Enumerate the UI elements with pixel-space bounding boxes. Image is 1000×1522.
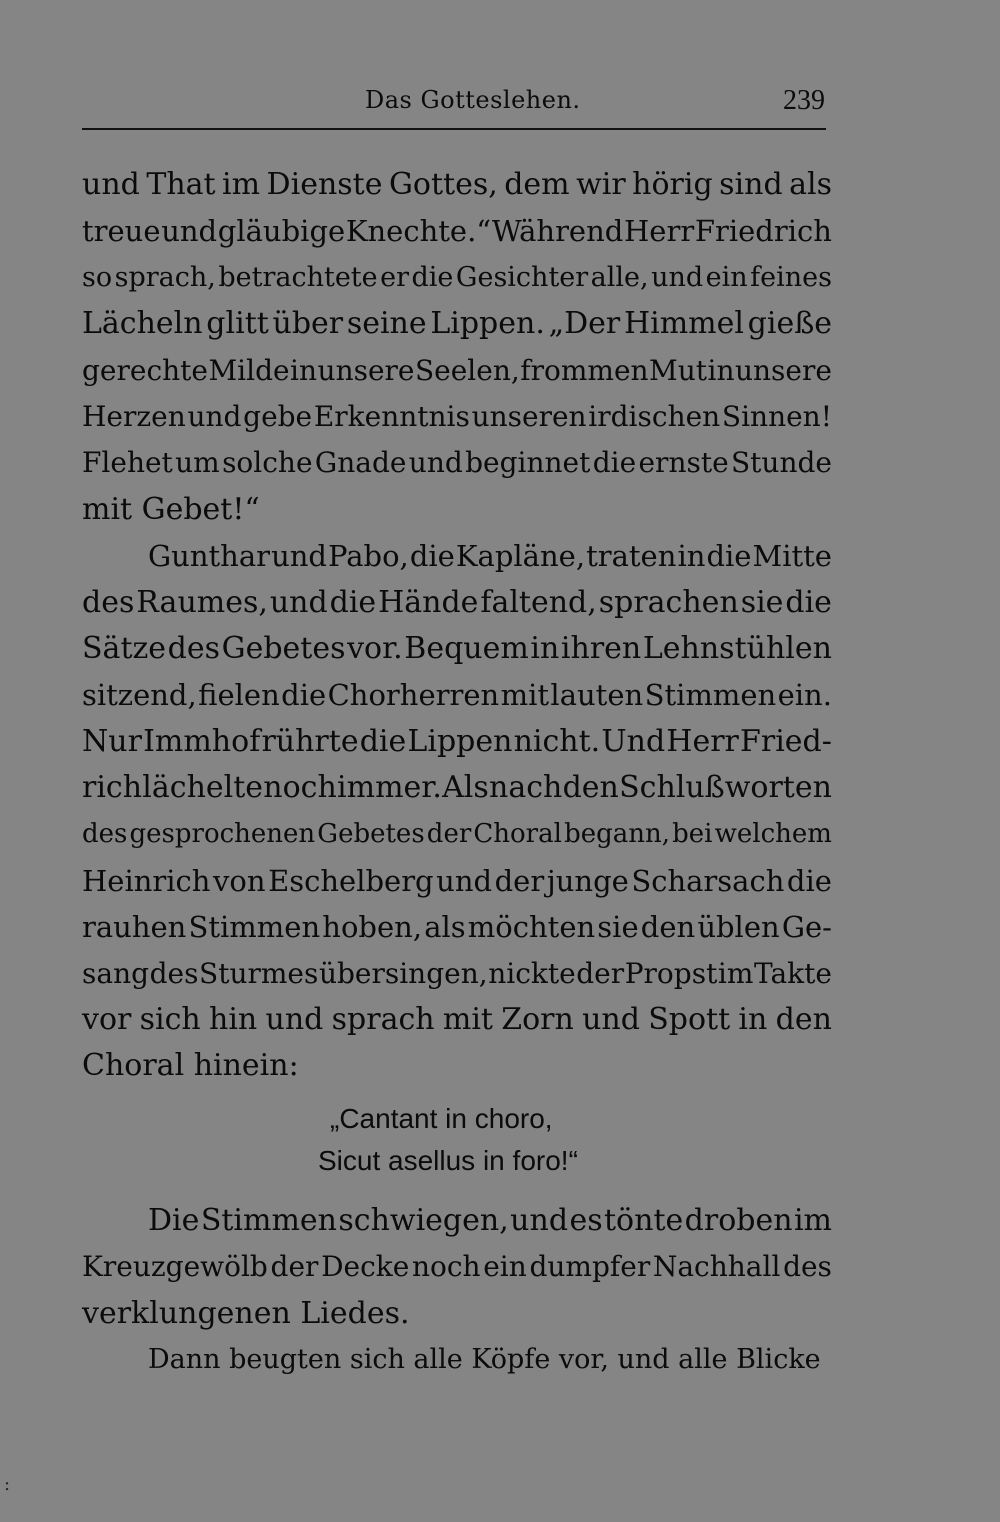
text-line: Herzen und gebe Erkenntnis unseren irdischen Sinnen! xyxy=(82,399,832,433)
text-line: Die Stimmen schwiegen, und es tönte droben im xyxy=(148,1203,832,1238)
text-line: mit Gebet!“ xyxy=(82,491,260,527)
body-text-lower xyxy=(82,1198,832,1384)
text-line: Nur Immhof rührte die Lippen nicht. Und Herr Fried- xyxy=(82,723,832,759)
text-line: sitzend, fielen die Chorherren mit lauten Stimmen ein. xyxy=(82,678,832,713)
running-head xyxy=(0,80,1000,120)
text-line: des Raumes, und die Hände faltend, sprachen sie die xyxy=(82,584,832,620)
text-line: gerechte Milde in unsere Seelen, frommen Mut in unsere xyxy=(82,353,832,387)
header-rule xyxy=(82,128,826,130)
text-line: rich lächelte noch immer. Als nach den Schlußworten xyxy=(82,770,832,806)
page-number: 239 xyxy=(783,85,825,116)
text-line: Kreuzgewölb der Decke noch ein dumpfer Nachhall des xyxy=(82,1250,832,1284)
text-line: Dann beugten sich alle Köpfe vor, und alle Blicke xyxy=(148,1344,821,1376)
running-head-title: Das Gotteslehen. xyxy=(365,86,581,114)
text-line: und That im Dienste Gottes, dem wir hörig sind als xyxy=(82,167,832,202)
text-line: Lächeln glitt über seine Lippen. „Der Himmel gieße xyxy=(82,306,832,342)
text-line: Flehet um solche Gnade und beginnet die ernste Stunde xyxy=(82,446,832,480)
text-line: vor sich hin und sprach mit Zorn und Spott in den xyxy=(82,1002,832,1038)
text-line: Gunthar und Pabo, die Kapläne, traten in die Mitte xyxy=(148,539,832,574)
text-line: Heinrich von Eschelberg und der junge Scharsach die xyxy=(82,863,832,898)
text-line: verklungenen Liedes. xyxy=(82,1295,410,1331)
body-text-upper xyxy=(82,162,832,1090)
text-line: sang des Sturmes übersingen, nickte der Propst im Takte xyxy=(82,956,832,990)
text-line: so sprach, betrachtete er die Gesichter alle, und ein feines xyxy=(82,261,832,293)
text-line: des gesprochenen Gebetes der Choral begann, bei welchem xyxy=(82,819,832,850)
margin-mark: : xyxy=(4,1474,11,1495)
verse-line: Sicut asellus in foro!“ xyxy=(318,1145,578,1176)
text-line: rauhen Stimmen hoben, als möchten sie den üblen Ge- xyxy=(82,910,832,945)
text-line: treue und gläubige Knechte.“ Während Herr Friedrich xyxy=(82,214,832,249)
text-line: Sätze des Gebetes vor. Bequem in ihren Lehnstühlen xyxy=(82,630,832,666)
verse-line: „Cantant in choro, xyxy=(330,1103,553,1134)
text-line: Choral hinein: xyxy=(82,1048,299,1084)
latin-verse xyxy=(318,1098,578,1182)
